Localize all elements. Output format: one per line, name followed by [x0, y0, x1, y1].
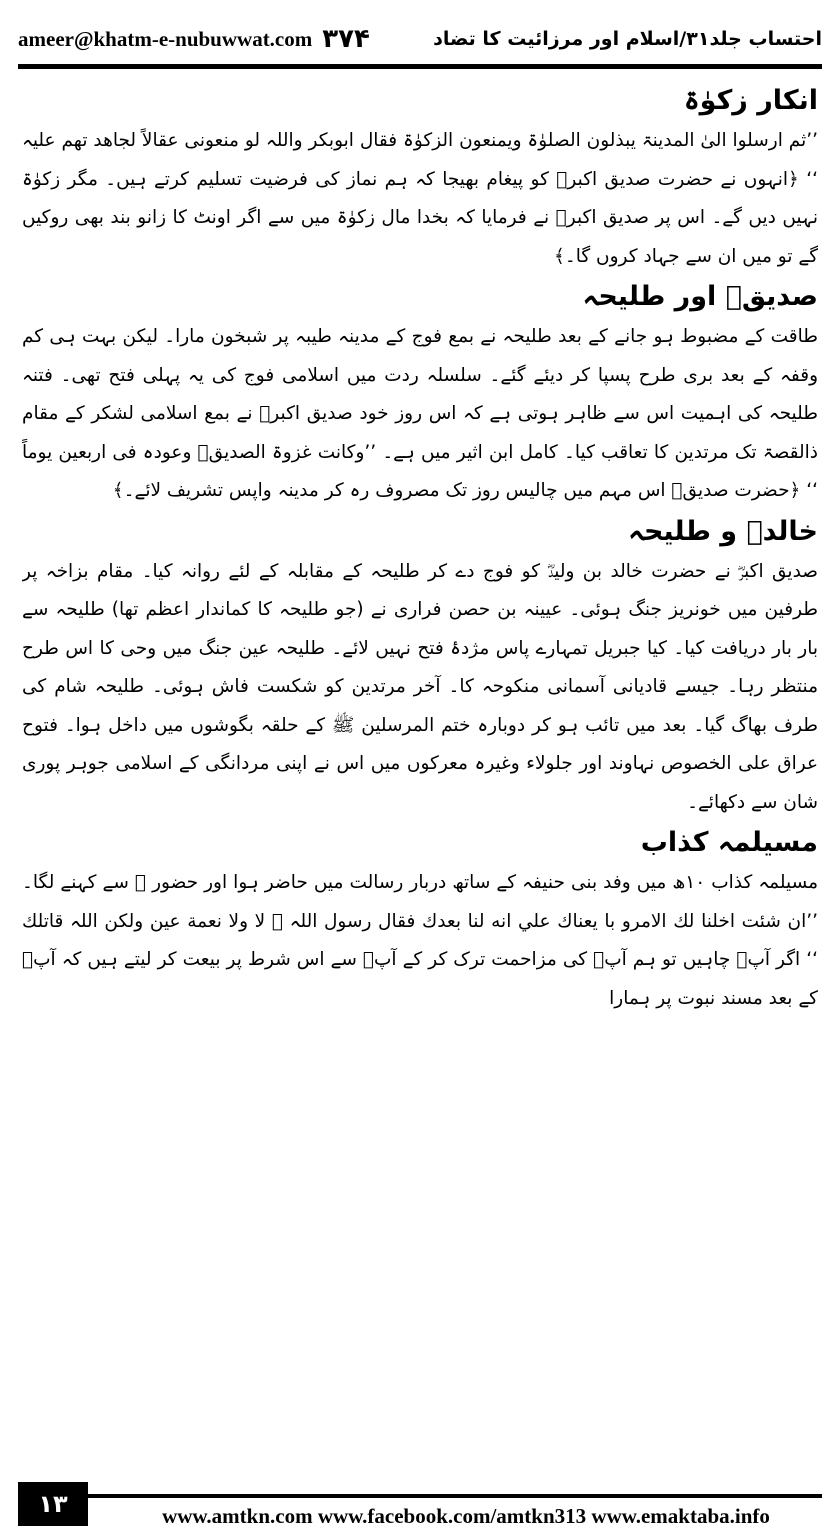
section-heading-musaylima: مسیلمہ کذاب — [640, 827, 818, 858]
footer-page-number: ۱۳ — [18, 1482, 88, 1526]
page-header — [18, 22, 822, 56]
header-email[interactable]: ameer@khatm-e-nubuwwat.com — [18, 26, 313, 51]
header-book-title: احتساب جلد۳۱/اسلام اور مرزائیت کا تضاد — [433, 28, 822, 50]
page-body — [22, 80, 818, 1465]
section-paragraph-musaylima: مسیلمہ کذاب ۱۰ھ میں وفد بنی حنیفہ کے ساتھ دربار رسالت میں حاضر ہوا اور حضور ﷺ سے کہنے لگا۔ ’’ان شئت اخلنا لك الامرو با یعناك علي انه لنا بعدك فقال رسول اللہ ﷺ لا ولا نعمة عين ولكن اللہ قاتلك ‘‘ اگر آپؐ چاہیں تو ہم آپؐ کی مزاحمت ترک کر کے آپؐ سے اس شرط پر بیعت کر لیتے ہیں کہ آپؐ کے بعد مسند نبوت پر ہمارا — [22, 872, 818, 1009]
section-paragraph-zakat: ’’ثم ارسلوا الیٰ المدینۃ یبذلون الصلوٰۃ ویمنعون الزکوٰۃ فقال ابوبکر واللہ لو منعونی عقالاً لجاھد تھم علیہ ‘‘ ﴿انہوں نے حضرت صدیق اکبرؓ کو پیغام بھیجا کہ ہم نماز کی فرضیت تسلیم کرتے ہیں۔ مگر زکوٰۃ نہیں دیں گے۔ اس پر صدیق اکبرؓ نے فرمایا کہ بخدا مال زکوٰۃ میں سے اگر اونٹ کا زانو بند بھی روکیں گے تو میں ان سے جہاد کروں گا۔﴾ — [22, 130, 818, 267]
section-heading-zakat: انکار زکوٰۃ — [683, 85, 818, 116]
header-page-number: ۳۷۴ — [322, 24, 370, 54]
header-rule — [18, 64, 822, 69]
header-left — [18, 24, 370, 54]
section-heading-siddiq-tulayha: صدیقؓ اور طلیحہ — [582, 281, 818, 312]
footer-links[interactable]: www.amtkn.com www.facebook.com/amtkn313 www.emaktaba.info — [162, 1503, 770, 1528]
section-heading-khalid-tulayha: خالدؓ و طلیحہ — [628, 515, 818, 547]
section-paragraph-khalid-tulayha: صدیق اکبرؓ نے حضرت خالد بن ولیدؓ کو فوج دے کر طلیحہ کے مقابلہ کے لئے روانہ کیا۔ مقام بزاخہ پر طرفین میں خونریز جنگ ہوئی۔ عیینہ بن حصن فراری نے (جو طلیحہ کا کماندار اعظم تھا) طلیحہ سے بار بار دریافت کیا۔ کیا جبریل تمہارے پاس مژدۂ فتح نہیں لائے۔ طلیحہ عین جنگ میں وحی کا اس طرح منتظر رہا۔ جیسے قادیانی آسمانی منکوحہ کا۔ آخر مرتدین کو شکست فاش ہوئی۔ طلیحہ شام کی طرف بھاگ گیا۔ بعد میں تائب ہو کر دوبارہ ختم المرسلین ﷺ کے حلقہ بگوشوں میں داخل ہوا۔ فتوح عراق علی الخصوص نہاوند اور جلولاء وغیرہ معرکوں میں اس نے اپنی مردانگی کے اسلامی جوہر پوری شان سے دکھائے۔ — [22, 560, 818, 813]
section-paragraph-siddiq-tulayha: طاقت کے مضبوط ہو جانے کے بعد طلیحہ نے بمع فوج کے مدینہ طیبہ پر شبخون مارا۔ لیکن بہت ہی کم وقفہ کے بعد بری طرح پسپا کر دیئے گئے۔ سلسلہ ردت میں اسلامی فوج کی یہ پہلی فتح تھی۔ فتنہ طلیحہ کی اہمیت اس سے ظاہر ہوتی ہے کہ اس روز خود صدیق اکبرؓ نے بمع اسلامی لشکر کے مقام ذالقصۃ تک مرتدین کا تعاقب کیا۔ کامل ابن اثیر میں ہے۔ ’’وکانت غزوۃ الصدیقؓ وعودہ فی اربعین یوماً ‘‘ ﴿حضرت صدیقؓ اس مہم میں چالیس روز تک مصروف رہ کر مدینہ واپس تشریف لائے۔﴾ — [22, 326, 818, 501]
footer-rule — [80, 1494, 822, 1498]
